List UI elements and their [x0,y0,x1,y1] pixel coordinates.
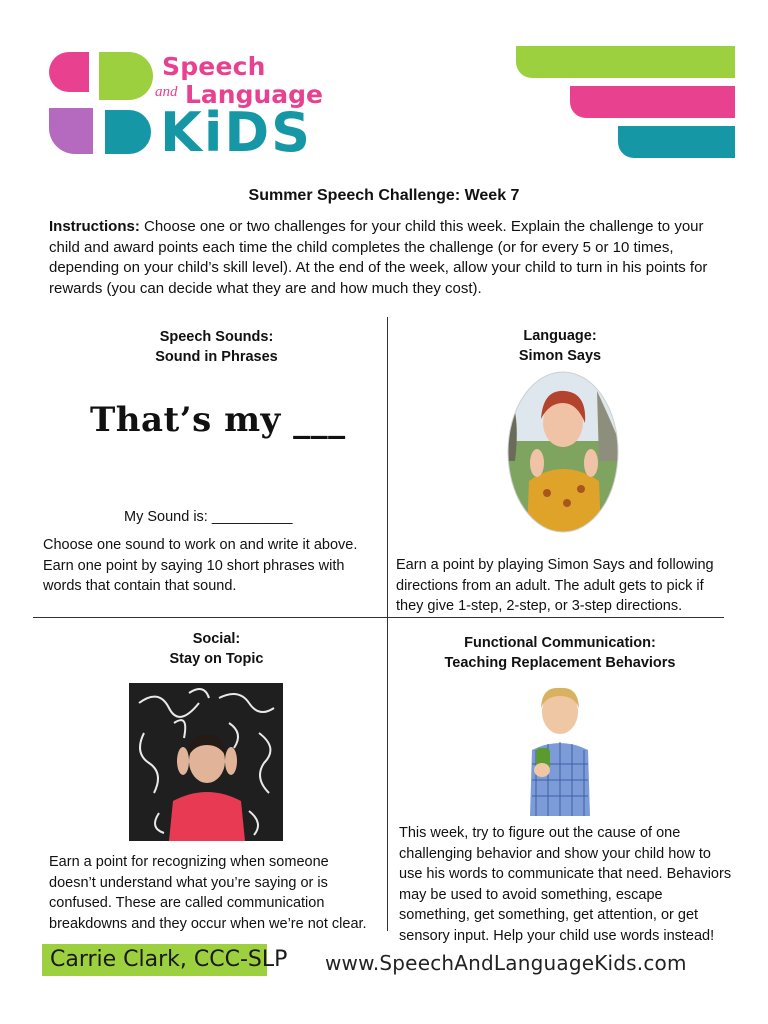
speech-body: Choose one sound to work on and write it above. Earn one point by saying 10 short phrases with words that contain that sound. [43,537,358,594]
brand-language: Language [185,80,324,109]
logo-mark-icon [45,48,155,158]
my-sound-line: My Sound is: __________ [124,509,293,525]
author-name: Carrie Clark, CCC-SLP [50,947,288,972]
brand-kids: KiDS [160,101,313,164]
instructions-text: Choose one or two challenges for your child this week. Explain the challenge to your child and award points each time the child completes the challenge (or for every 5 or 10 times, depending on your child’s skill level). At the end of the week, allow your child to turn in his points for rewards (you can decide what they are and how much they cost). [49,218,708,297]
website-url[interactable]: www.SpeechAndLanguageKids.com [325,951,687,975]
brand-and: and [155,84,178,100]
language-body: Earn a point by playing Simon Says and following directions from an adult. The adult gets to pick if they give 1-step, 2-step, or 3-step directions. [396,557,714,614]
functional-heading-2: Teaching Replacement Behaviors [444,655,676,671]
social-heading [60,629,373,669]
language-heading-2: Simon Says [518,348,602,364]
social-heading-2: Stay on Topic [169,651,264,667]
instructions [49,217,729,299]
boy-with-juice-photo [512,680,608,816]
confused-woman-photo [129,683,283,841]
speech-heading-2: Sound in Phrases [155,349,278,365]
decorative-stripes [512,44,738,162]
language-heading-1: Language: [523,328,597,344]
social-body: Earn a point for recognizing when someone doesn’t understand what you’re saying or is confused. These are called communication breakdowns and they occur when we’re not clear. [49,854,367,932]
social-heading-1: Social: [192,631,241,647]
phrase-prompt: That’s my ___ [90,400,346,440]
speech-heading-1: Speech Sounds: [159,329,274,345]
woman-clapping-photo [507,371,619,533]
page-title: Summer Speech Challenge: Week 7 [248,187,520,204]
speech-heading [60,327,373,367]
vertical-divider [387,317,388,931]
brand-speech: Speech [162,52,266,81]
horizontal-divider [33,617,724,618]
functional-heading [400,633,720,673]
functional-body: This week, try to figure out the cause of one challenging behavior and show your child how to use his words to communicate that need. Behaviors may be used to avoid something, escape something, get something, get attention, or get sensory input. Help your child use words instead! [399,825,732,944]
language-heading [400,326,720,366]
functional-heading-1: Functional Communication: [464,635,656,651]
instructions-label: Instructions: [49,218,140,235]
